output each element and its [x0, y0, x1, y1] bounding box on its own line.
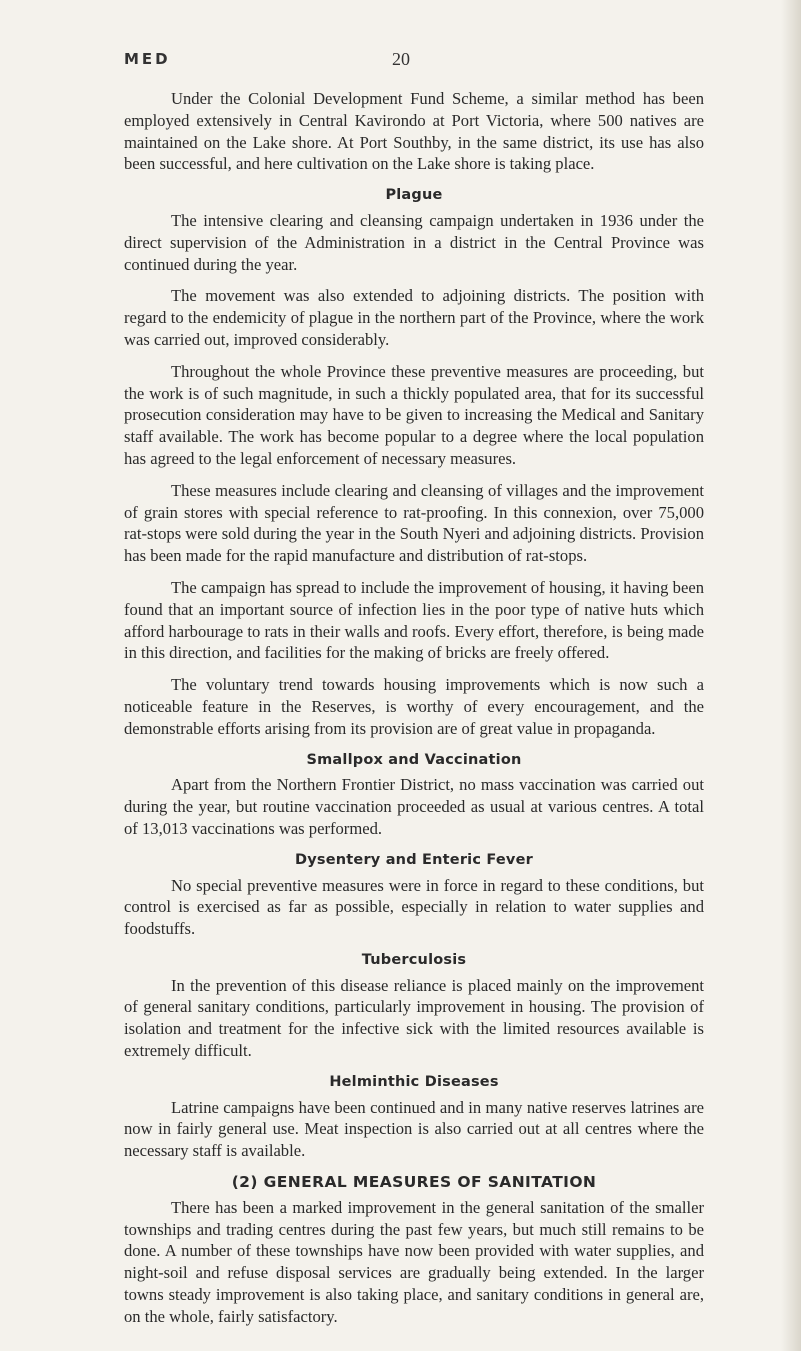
paragraph: The voluntary trend towards housing improvements which is now such a noticeable feature in the Reserves, is worthy of every encouragement, and the demonstrable efforts arising from its provision are of great value in propaganda. [124, 675, 704, 738]
paragraph: Apart from the Northern Frontier District, no mass vaccination was carried out during the year, but routine vaccination proceeded as usual at various centres. A total of 13,013 vaccinations was performed. [124, 775, 704, 838]
paragraph: There has been a marked improvement in the general sanitation of the smaller townships and trading centres during the past few years, but much still remains to be done. A number of these townships have now been provided with water supplies, and night-soil and refuse disposal services are gradually being extended. In the larger towns steady improvement is also taking place, and sanitary conditions in general are, on the whole, fairly satisfactory. [124, 1197, 704, 1326]
paragraph: The movement was also extended to adjoining districts. The position with regard to the endemicity of plague in the northern part of the Province, where the work was carried out, improved considerably. [124, 286, 704, 349]
paragraph: The intensive clearing and cleansing campaign undertaken in 1936 under the direct supervision of the Administration in a district in the Central Province was continued during the year. [124, 210, 704, 274]
header-mark: MED [124, 50, 171, 68]
section-heading-smallpox: Smallpox and Vaccination [306, 751, 522, 768]
paragraph: Under the Colonial Development Fund Scheme, a similar method has been employed extensively in Central Kavirondo at Port Victoria, where 500 natives are maintained on the Lake shore. At Port Southby, in the same district, its use has also been successful, and here cultivation on the Lake shore is taking place. [124, 89, 704, 174]
paragraph: In the prevention of this disease reliance is placed mainly on the improvement of general sanitary conditions, particularly improvement in housing. The provision of isolation and treatment for the infective sick with the limited resources available is extremely difficult. [124, 975, 704, 1061]
document-body [124, 88, 704, 1338]
paragraph: No special preventive measures were in force in regard to these conditions, but control is exercised as far as possible, especially in relation to water supplies and foodstuffs. [124, 875, 704, 939]
page-header [124, 50, 694, 76]
section-heading-plague: Plague [385, 187, 443, 204]
page-edge-shadow [781, 0, 801, 1351]
section-heading-helminthic: Helminthic Diseases [329, 1073, 499, 1090]
section-heading-dysentery: Dysentery and Enteric Fever [295, 851, 533, 868]
section-heading-general-sanitation: (2) GENERAL MEASURES OF SANITATION [231, 1173, 597, 1192]
paragraph: The campaign has spread to include the improvement of housing, it having been found that an important source of infection lies in the poor type of native huts which afford harbourage to rats in their walls and roofs. Every effort, therefore, is being made in this direction, and facilities for the making of bricks are freely offered. [124, 577, 704, 663]
paragraph: These measures include clearing and cleansing of villages and the improvement of grain stores with special reference to rat-proofing. In this connexion, over 75,000 rat-stops were sold during the year in the South Nyeri and adjoining districts. Provision has been made for the rapid manufacture and distribution of rat-stops. [124, 480, 704, 566]
paragraph: Throughout the whole Province these preventive measures are proceeding, but the work is of such magnitude, in such a thickly populated area, that for its successful prosecution consideration may have to be given to increasing the Medical and Sanitary staff available. The work has become popular to a degree where the local population has agreed to the legal enforcement of necessary measures. [124, 361, 704, 468]
page-number: 20 [392, 49, 410, 69]
paragraph: Latrine campaigns have been continued and in many native reserves latrines are now in fairly general use. Meat inspection is also carried out at all centres where the necessary staff is available. [124, 1097, 704, 1161]
section-heading-tuberculosis: Tuberculosis [361, 951, 467, 968]
